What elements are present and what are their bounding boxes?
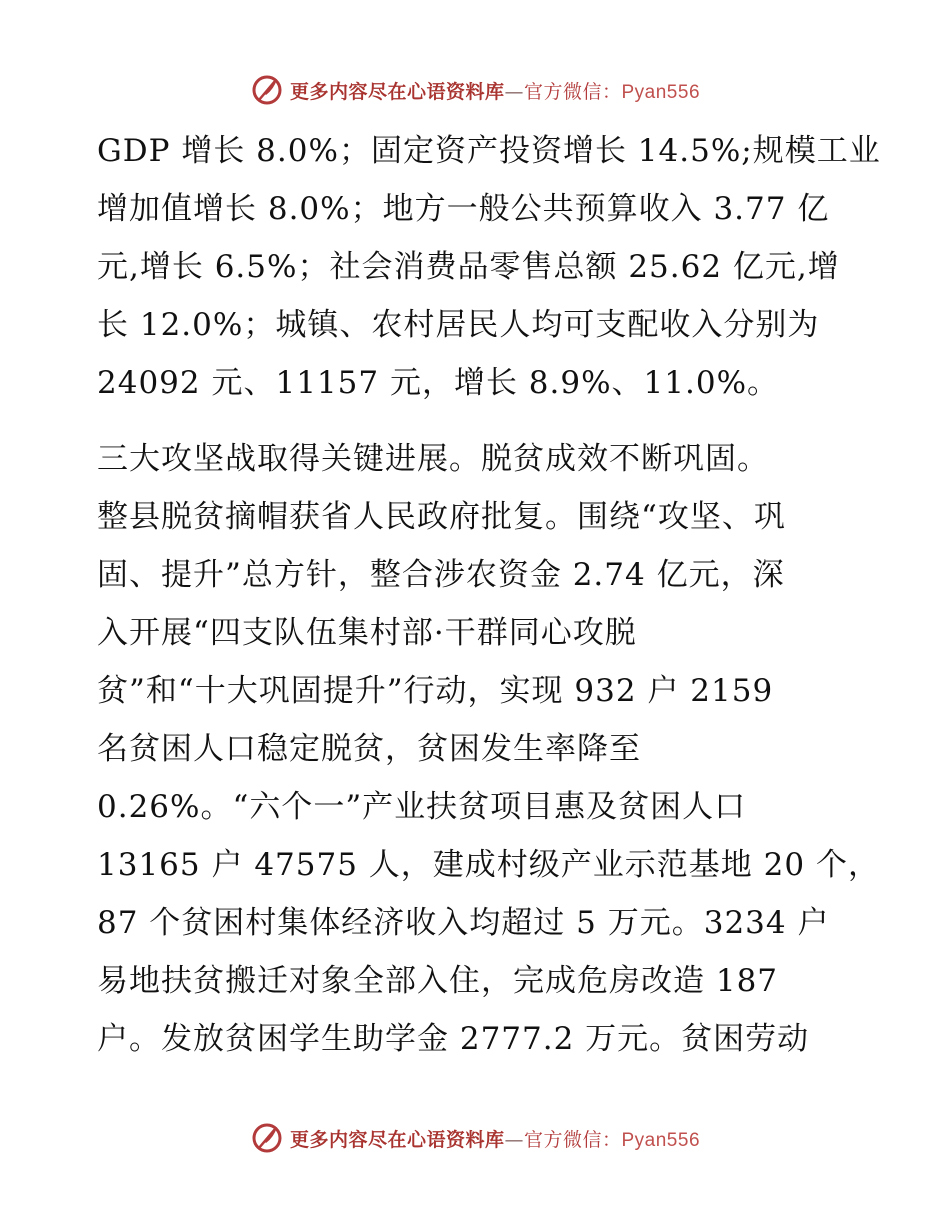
text-line: GDP 增长 8.0%；固定资产投资增长 14.5%;规模工业 — [97, 133, 881, 169]
watermark-wechat-id: Pyan556 — [621, 1129, 701, 1151]
text-line: 贫”和“十大巩固提升”行动，实现 932 户 2159 — [97, 673, 774, 709]
watermark-separator: — — [504, 80, 524, 103]
header-watermark — [0, 70, 950, 110]
watermark-text — [290, 1125, 700, 1152]
text-line: 户。发放贫困学生助学金 2777.2 万元。贫困劳动 — [97, 1021, 810, 1057]
watermark-wechat-id: Pyan556 — [621, 81, 701, 103]
watermark-wechat-label: 官方微信： — [523, 80, 622, 103]
text-line: 入开展“四支队伍集村部·干群同心攻脱 — [97, 615, 637, 651]
text-line: 整县脱贫摘帽获省人民政府批复。围绕“攻坚、巩 — [97, 499, 786, 535]
watermark — [250, 1121, 700, 1155]
document-body — [97, 122, 881, 1068]
paragraph — [97, 430, 880, 1068]
text-line: 0.26%。“六个一”产业扶贫项目惠及贫困人口 — [97, 789, 747, 825]
feather-circle-logo-icon — [250, 1121, 284, 1155]
footer-watermark — [0, 1118, 950, 1158]
watermark-separator: — — [504, 1128, 524, 1151]
watermark-text — [290, 77, 700, 104]
text-line: 长 12.0%；城镇、农村居民人均可支配收入分别为 — [97, 307, 820, 343]
feather-circle-logo-icon — [250, 73, 284, 107]
text-line: 易地扶贫搬迁对象全部入住，完成危房改造 187 — [97, 963, 779, 999]
text-line: 三大攻坚战取得关键进展。脱贫成效不断巩固。 — [97, 441, 769, 477]
text-line: 固、提升”总方针，整合涉农资金 2.74 亿元，深 — [97, 557, 785, 593]
text-line: 87 个贫困村集体经济收入均超过 5 万元。3234 户 — [97, 905, 830, 941]
text-line: 13165 户 47575 人，建成村级产业示范基地 20 个， — [97, 847, 880, 883]
paragraph — [97, 122, 881, 412]
watermark-wechat-label: 官方微信： — [523, 1128, 622, 1151]
paragraph-gap — [97, 412, 867, 430]
watermark-main: 更多内容尽在心语资料库 — [289, 80, 505, 103]
text-line: 增加值增长 8.0%；地方一般公共预算收入 3.77 亿 — [97, 191, 830, 227]
watermark-main: 更多内容尽在心语资料库 — [289, 1128, 505, 1151]
watermark — [250, 73, 700, 107]
text-line: 24092 元、11157 元，增长 8.9%、11.0%。 — [97, 365, 780, 401]
text-line: 名贫困人口稳定脱贫，贫困发生率降至 — [97, 731, 641, 767]
text-line: 元,增长 6.5%；社会消费品零售总额 25.62 亿元,增 — [97, 249, 840, 285]
